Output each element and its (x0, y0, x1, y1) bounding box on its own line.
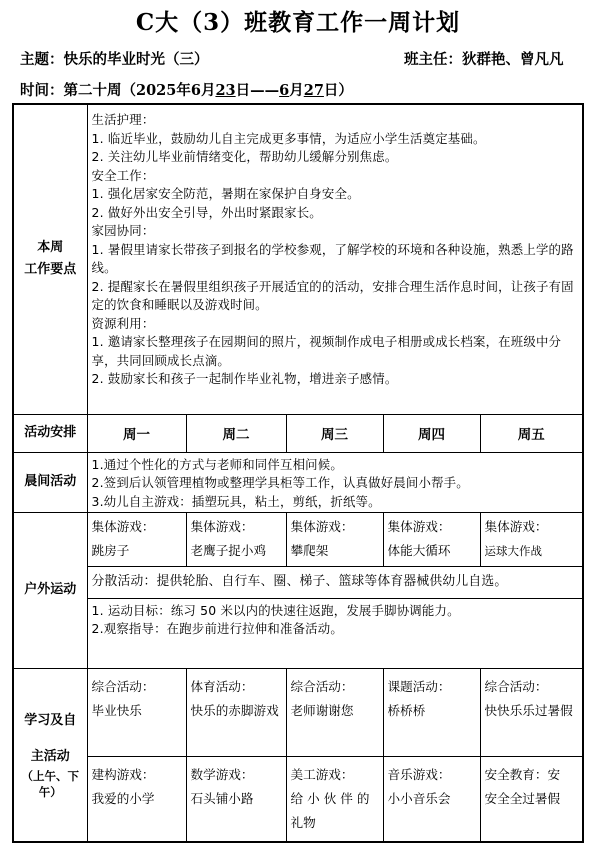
morning-label: 晨间活动 (13, 452, 87, 512)
activity-cell: 安全教育：安 安全全过暑假 (480, 756, 583, 842)
page-title: C大（3）班教育工作一周计划 (135, 9, 461, 36)
end-month: 6 (279, 82, 290, 99)
day-thu: 周四 (383, 414, 480, 452)
activity-cell: 综合活动： 毕业快乐 (87, 668, 186, 756)
game-cell: 集体游戏： 跳房子 (87, 512, 186, 566)
game-cell: 集体游戏： 体能大循环 (383, 512, 480, 566)
time-prefix: 时间：第二十周（2025年6月 (20, 82, 216, 99)
outdoor-games-row (13, 512, 583, 566)
game-cell: 集体游戏： 运球大作战 (480, 512, 583, 566)
goal-line: 1. 运动目标：练习 50 米以内的快速往返跑，发展手脚协调能力。 (91, 602, 460, 618)
key-point-line: 生活护理： (91, 112, 155, 127)
activity-cell: 体育活动： 快乐的赤脚游戏 (186, 668, 286, 756)
day-fri: 周五 (480, 414, 583, 452)
game-cell: 集体游戏： 攀爬架 (286, 512, 383, 566)
activity-cell: 美工游戏： 给 小 伙 伴 的礼物 (286, 756, 383, 842)
learning-label: 学习及自 主活动 （上午、下 午） (13, 668, 87, 842)
learning-row-1 (13, 668, 583, 756)
key-point-line: 2. 鼓励家长和孩子一起制作毕业礼物，增进亲子感情。 (91, 371, 398, 386)
key-point-line: 1. 暑假里请家长带孩子到报名的学校参观，了解学校的环境和各种设施，熟悉上学的路线。 (91, 241, 574, 275)
outdoor-goals-row (13, 598, 583, 668)
morning-row (13, 452, 583, 512)
key-point-line: 安全工作： (91, 167, 155, 183)
key-point-line: 1. 强化居家安全防范，暑期在家保护自身安全。 (91, 186, 360, 201)
activity-cell: 数学游戏： 石头铺小路 (186, 756, 286, 842)
outdoor-goals-content (87, 598, 583, 668)
theme-label: 主题：快乐的毕业时光（三） (20, 51, 209, 68)
morning-line: 3.幼儿自主游戏：插塑玩具，粘土，剪纸，折纸等。 (91, 493, 381, 509)
activity-cell: 综合活动： 老师谢谢您 (286, 668, 383, 756)
day-tue: 周二 (186, 414, 286, 452)
activity-cell: 课题活动： 桥桥桥 (383, 668, 480, 756)
outdoor-free-row (13, 566, 583, 598)
activity-cell: 音乐游戏： 小小音乐会 (383, 756, 480, 842)
schedule-row (13, 414, 583, 452)
morning-line: 1.通过个性化的方式与老师和同伴互相问候。 (91, 456, 343, 472)
game-cell: 集体游戏： 老鹰子捉小鸡 (186, 512, 286, 566)
key-points-label: 本周 工作要点 (13, 104, 87, 414)
morning-line: 2.签到后认领管理植物或整理学具柜等工作，认真做好晨间小帮手。 (91, 475, 469, 490)
activity-cell: 综合活动： 快快乐乐过暑假 (480, 668, 583, 756)
day-wed: 周三 (286, 414, 383, 452)
month-char: 月 (289, 82, 304, 99)
key-points-content (87, 104, 583, 414)
activity-cell: 建构游戏： 我爱的小学 (87, 756, 186, 842)
free-play-content: 分散活动：提供轮胎、自行车、圈、梯子、篮球等体育器械供幼儿自选。 (87, 566, 583, 598)
key-point-line: 2. 提醒家长在暑假里组织孩子开展适宜的的活动，安排合理生活作息时间，让孩子有固定的饮食和睡眠以及游戏时间。 (91, 278, 574, 312)
schedule-label: 活动安排 (13, 414, 87, 452)
plan-table (12, 103, 584, 843)
key-point-line: 1. 邀请家长整理孩子在园期间的照片，视频制作成电子相册或成长档案，在班级中分享，共同回顾成长点滴。 (91, 334, 562, 368)
key-point-line: 2. 做好外出安全引导，外出时紧跟家长。 (91, 204, 322, 220)
time-mid: 日—— (235, 82, 280, 99)
end-day: 27 (303, 82, 324, 99)
key-point-line: 1. 临近毕业，鼓励幼儿自主完成更多事情，为适应小学生活奠定基础。 (91, 130, 486, 146)
morning-content (87, 452, 583, 512)
key-points-row (13, 104, 583, 414)
time-label (20, 79, 353, 100)
learning-row-2 (13, 756, 583, 842)
outdoor-label: 户外运动 (13, 512, 87, 668)
time-suffix: 日） (323, 82, 353, 99)
goal-line: 2.观察指导：在跑步前进行拉伸和准备活动。 (91, 621, 343, 636)
key-point-line: 资源利用： (91, 315, 155, 331)
start-day: 23 (215, 82, 236, 99)
key-point-line: 2. 关注幼儿毕业前情绪变化，帮助幼儿缓解分别焦虑。 (91, 149, 398, 164)
day-mon: 周一 (87, 414, 186, 452)
teacher-label: 班主任：狄群艳、曾凡凡 (404, 51, 564, 68)
key-point-line: 家园协同： (91, 223, 155, 238)
